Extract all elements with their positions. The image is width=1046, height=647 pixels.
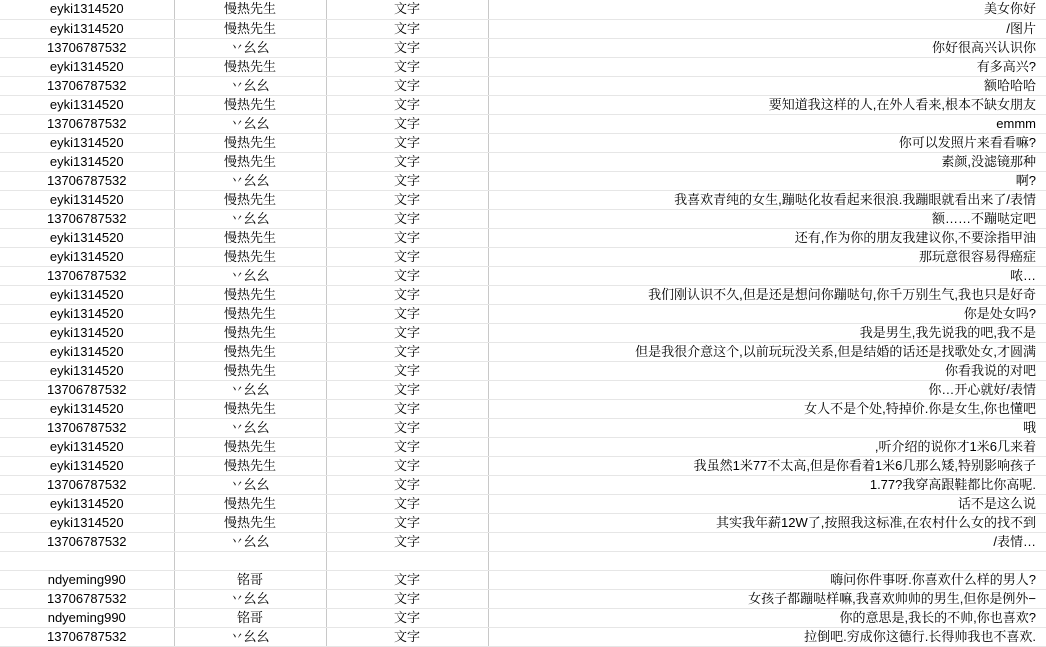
cell-msg-type: 文字 — [326, 608, 488, 627]
cell-nickname: 慢热先生 — [174, 494, 326, 513]
cell-message: /表情… — [488, 532, 1046, 551]
cell-msg-type: 文字 — [326, 228, 488, 247]
cell-msg-type: 文字 — [326, 323, 488, 342]
table-row[interactable] — [0, 399, 1046, 418]
cell-message: 你…开心就好/表情 — [488, 380, 1046, 399]
table-row[interactable] — [0, 114, 1046, 133]
table-row[interactable] — [0, 304, 1046, 323]
table-row[interactable] — [0, 418, 1046, 437]
cell-account: 13706787532 — [0, 418, 174, 437]
cell-nickname: 慢热先生 — [174, 323, 326, 342]
cell-nickname: 丷幺幺 — [174, 114, 326, 133]
cell-msg-type: 文字 — [326, 19, 488, 38]
cell-nickname: 慢热先生 — [174, 57, 326, 76]
table-row[interactable] — [0, 570, 1046, 589]
cell-message: 拉倒吧.穷成你这德行.长得帅我也不喜欢. — [488, 627, 1046, 646]
cell-message: 要知道我这样的人,在外人看来,根本不缺女朋友 — [488, 95, 1046, 114]
cell-nickname: 丷幺幺 — [174, 532, 326, 551]
cell-nickname: 丷幺幺 — [174, 171, 326, 190]
cell-nickname: 铭哥 — [174, 570, 326, 589]
cell-msg-type: 文字 — [326, 627, 488, 646]
table-row[interactable] — [0, 494, 1046, 513]
table-row[interactable] — [0, 513, 1046, 532]
cell-message: 那玩意很容易得癌症 — [488, 247, 1046, 266]
cell-msg-type: 文字 — [326, 437, 488, 456]
cell-nickname: 丷幺幺 — [174, 209, 326, 228]
table-row[interactable] — [0, 323, 1046, 342]
table-row[interactable] — [0, 589, 1046, 608]
cell-nickname: 丷幺幺 — [174, 418, 326, 437]
cell-msg-type: 文字 — [326, 38, 488, 57]
cell-msg-type: 文字 — [326, 266, 488, 285]
cell-message: 额……不蹦哒定吧 — [488, 209, 1046, 228]
cell-nickname — [174, 551, 326, 570]
table-row[interactable] — [0, 627, 1046, 646]
cell-account: 13706787532 — [0, 171, 174, 190]
cell-message: 女人不是个处,特掉价.你是女生,你也懂吧 — [488, 399, 1046, 418]
cell-message: 女孩子都蹦哒样嘛,我喜欢帅帅的男生,但你是例外− — [488, 589, 1046, 608]
table-row[interactable] — [0, 475, 1046, 494]
cell-msg-type: 文字 — [326, 285, 488, 304]
cell-nickname: 慢热先生 — [174, 361, 326, 380]
cell-account: 13706787532 — [0, 76, 174, 95]
cell-account: eyki1314520 — [0, 190, 174, 209]
cell-account: 13706787532 — [0, 475, 174, 494]
cell-message: 我们刚认识不久,但是还是想问你蹦哒句,你千万别生气,我也只是好奇 — [488, 285, 1046, 304]
cell-msg-type: 文字 — [326, 304, 488, 323]
cell-message: 其实我年薪12W了,按照我这标准,在农村什么女的找不到 — [488, 513, 1046, 532]
cell-msg-type: 文字 — [326, 380, 488, 399]
cell-nickname: 丷幺幺 — [174, 76, 326, 95]
cell-nickname: 丷幺幺 — [174, 475, 326, 494]
cell-account: eyki1314520 — [0, 133, 174, 152]
cell-msg-type: 文字 — [326, 456, 488, 475]
cell-nickname: 慢热先生 — [174, 247, 326, 266]
cell-account: 13706787532 — [0, 380, 174, 399]
cell-message: 我喜欢青纯的女生,蹦哒化妆看起来很浪.我蹦眼就看出来了/表情 — [488, 190, 1046, 209]
cell-message: 你看我说的对吧 — [488, 361, 1046, 380]
cell-account: ndyeming990 — [0, 570, 174, 589]
cell-account: 13706787532 — [0, 38, 174, 57]
cell-message: ,听介绍的说你才1米6几来着 — [488, 437, 1046, 456]
cell-nickname: 慢热先生 — [174, 19, 326, 38]
cell-message: 哝… — [488, 266, 1046, 285]
cell-msg-type: 文字 — [326, 570, 488, 589]
cell-message: 你好很高兴认识你 — [488, 38, 1046, 57]
cell-account: 13706787532 — [0, 532, 174, 551]
cell-account: eyki1314520 — [0, 285, 174, 304]
cell-account: eyki1314520 — [0, 513, 174, 532]
cell-account: eyki1314520 — [0, 342, 174, 361]
cell-account: eyki1314520 — [0, 456, 174, 475]
cell-message: 你可以发照片来看看嘛? — [488, 133, 1046, 152]
cell-nickname: 慢热先生 — [174, 304, 326, 323]
cell-msg-type: 文字 — [326, 418, 488, 437]
cell-nickname: 慢热先生 — [174, 399, 326, 418]
cell-account: eyki1314520 — [0, 437, 174, 456]
cell-nickname: 铭哥 — [174, 608, 326, 627]
cell-message: 我虽然1米77不太高,但是你看着1米6几那么矮,特别影响孩子 — [488, 456, 1046, 475]
cell-message: 嗨问你件事呀.你喜欢什么样的男人? — [488, 570, 1046, 589]
table-row-empty[interactable] — [0, 551, 1046, 570]
cell-message: 我是男生,我先说我的吧,我不是 — [488, 323, 1046, 342]
cell-message: 还有,作为你的朋友我建议你,不要涂指甲油 — [488, 228, 1046, 247]
table-row[interactable] — [0, 456, 1046, 475]
cell-msg-type: 文字 — [326, 513, 488, 532]
cell-msg-type: 文字 — [326, 532, 488, 551]
table-row[interactable] — [0, 285, 1046, 304]
table-row[interactable] — [0, 361, 1046, 380]
cell-message — [488, 551, 1046, 570]
cell-message: 1.77?我穿高跟鞋都比你高呢. — [488, 475, 1046, 494]
cell-account: eyki1314520 — [0, 152, 174, 171]
cell-nickname: 慢热先生 — [174, 513, 326, 532]
cell-msg-type: 文字 — [326, 95, 488, 114]
cell-msg-type — [326, 551, 488, 570]
table-row[interactable] — [0, 76, 1046, 95]
cell-msg-type: 文字 — [326, 190, 488, 209]
cell-msg-type: 文字 — [326, 494, 488, 513]
cell-nickname: 慢热先生 — [174, 456, 326, 475]
cell-account: eyki1314520 — [0, 228, 174, 247]
cell-nickname: 慢热先生 — [174, 95, 326, 114]
cell-account: eyki1314520 — [0, 19, 174, 38]
cell-account: eyki1314520 — [0, 57, 174, 76]
cell-account: 13706787532 — [0, 627, 174, 646]
cell-message: 啊? — [488, 171, 1046, 190]
table-row[interactable] — [0, 152, 1046, 171]
cell-msg-type: 文字 — [326, 589, 488, 608]
cell-account: eyki1314520 — [0, 304, 174, 323]
cell-message: 话不是这么说 — [488, 494, 1046, 513]
table-row[interactable] — [0, 209, 1046, 228]
cell-msg-type: 文字 — [326, 171, 488, 190]
cell-account: 13706787532 — [0, 114, 174, 133]
table-row[interactable] — [0, 266, 1046, 285]
cell-account: 13706787532 — [0, 266, 174, 285]
cell-nickname: 丷幺幺 — [174, 589, 326, 608]
cell-account — [0, 551, 174, 570]
table-row[interactable] — [0, 171, 1046, 190]
cell-message: 哦 — [488, 418, 1046, 437]
table-row[interactable] — [0, 19, 1046, 38]
cell-message: /图片 — [488, 19, 1046, 38]
cell-nickname: 慢热先生 — [174, 437, 326, 456]
cell-msg-type: 文字 — [326, 209, 488, 228]
cell-nickname: 丷幺幺 — [174, 38, 326, 57]
cell-account: 13706787532 — [0, 209, 174, 228]
table-row[interactable] — [0, 0, 1046, 19]
cell-message: 你的意思是,我长的不帅,你也喜欢? — [488, 608, 1046, 627]
table-row[interactable] — [0, 57, 1046, 76]
cell-msg-type: 文字 — [326, 247, 488, 266]
cell-account: eyki1314520 — [0, 494, 174, 513]
cell-nickname: 慢热先生 — [174, 152, 326, 171]
cell-nickname: 慢热先生 — [174, 285, 326, 304]
cell-account: ndyeming990 — [0, 608, 174, 627]
cell-message: 素颜,没滤镜那种 — [488, 152, 1046, 171]
cell-msg-type: 文字 — [326, 114, 488, 133]
table-row[interactable] — [0, 532, 1046, 551]
table-row[interactable] — [0, 247, 1046, 266]
cell-message: 额哈哈哈 — [488, 76, 1046, 95]
cell-nickname: 慢热先生 — [174, 190, 326, 209]
cell-msg-type: 文字 — [326, 152, 488, 171]
cell-account: eyki1314520 — [0, 323, 174, 342]
table-row[interactable] — [0, 380, 1046, 399]
cell-account: eyki1314520 — [0, 0, 174, 19]
cell-nickname: 慢热先生 — [174, 0, 326, 19]
cell-account: 13706787532 — [0, 589, 174, 608]
cell-msg-type: 文字 — [326, 475, 488, 494]
cell-msg-type: 文字 — [326, 57, 488, 76]
cell-msg-type: 文字 — [326, 399, 488, 418]
cell-nickname: 慢热先生 — [174, 228, 326, 247]
cell-account: eyki1314520 — [0, 247, 174, 266]
table-row[interactable] — [0, 95, 1046, 114]
cell-msg-type: 文字 — [326, 76, 488, 95]
cell-msg-type: 文字 — [326, 133, 488, 152]
cell-message: 你是处女吗? — [488, 304, 1046, 323]
cell-nickname: 慢热先生 — [174, 342, 326, 361]
cell-msg-type: 文字 — [326, 0, 488, 19]
table-row[interactable] — [0, 437, 1046, 456]
table-row[interactable] — [0, 38, 1046, 57]
table-row[interactable] — [0, 133, 1046, 152]
cell-nickname: 丷幺幺 — [174, 266, 326, 285]
table-row[interactable] — [0, 190, 1046, 209]
table-row[interactable] — [0, 608, 1046, 627]
cell-message: emmm — [488, 114, 1046, 133]
table-row[interactable] — [0, 342, 1046, 361]
cell-msg-type: 文字 — [326, 361, 488, 380]
cell-account: eyki1314520 — [0, 95, 174, 114]
cell-account: eyki1314520 — [0, 399, 174, 418]
table-row[interactable] — [0, 228, 1046, 247]
cell-account: eyki1314520 — [0, 361, 174, 380]
cell-message: 但是我很介意这个,以前玩玩没关系,但是结婚的话还是找歌处女,才圆满 — [488, 342, 1046, 361]
cell-message: 有多高兴? — [488, 57, 1046, 76]
cell-nickname: 丷幺幺 — [174, 380, 326, 399]
cell-message: 美女你好 — [488, 0, 1046, 19]
cell-nickname: 丷幺幺 — [174, 627, 326, 646]
cell-nickname: 慢热先生 — [174, 133, 326, 152]
cell-msg-type: 文字 — [326, 342, 488, 361]
